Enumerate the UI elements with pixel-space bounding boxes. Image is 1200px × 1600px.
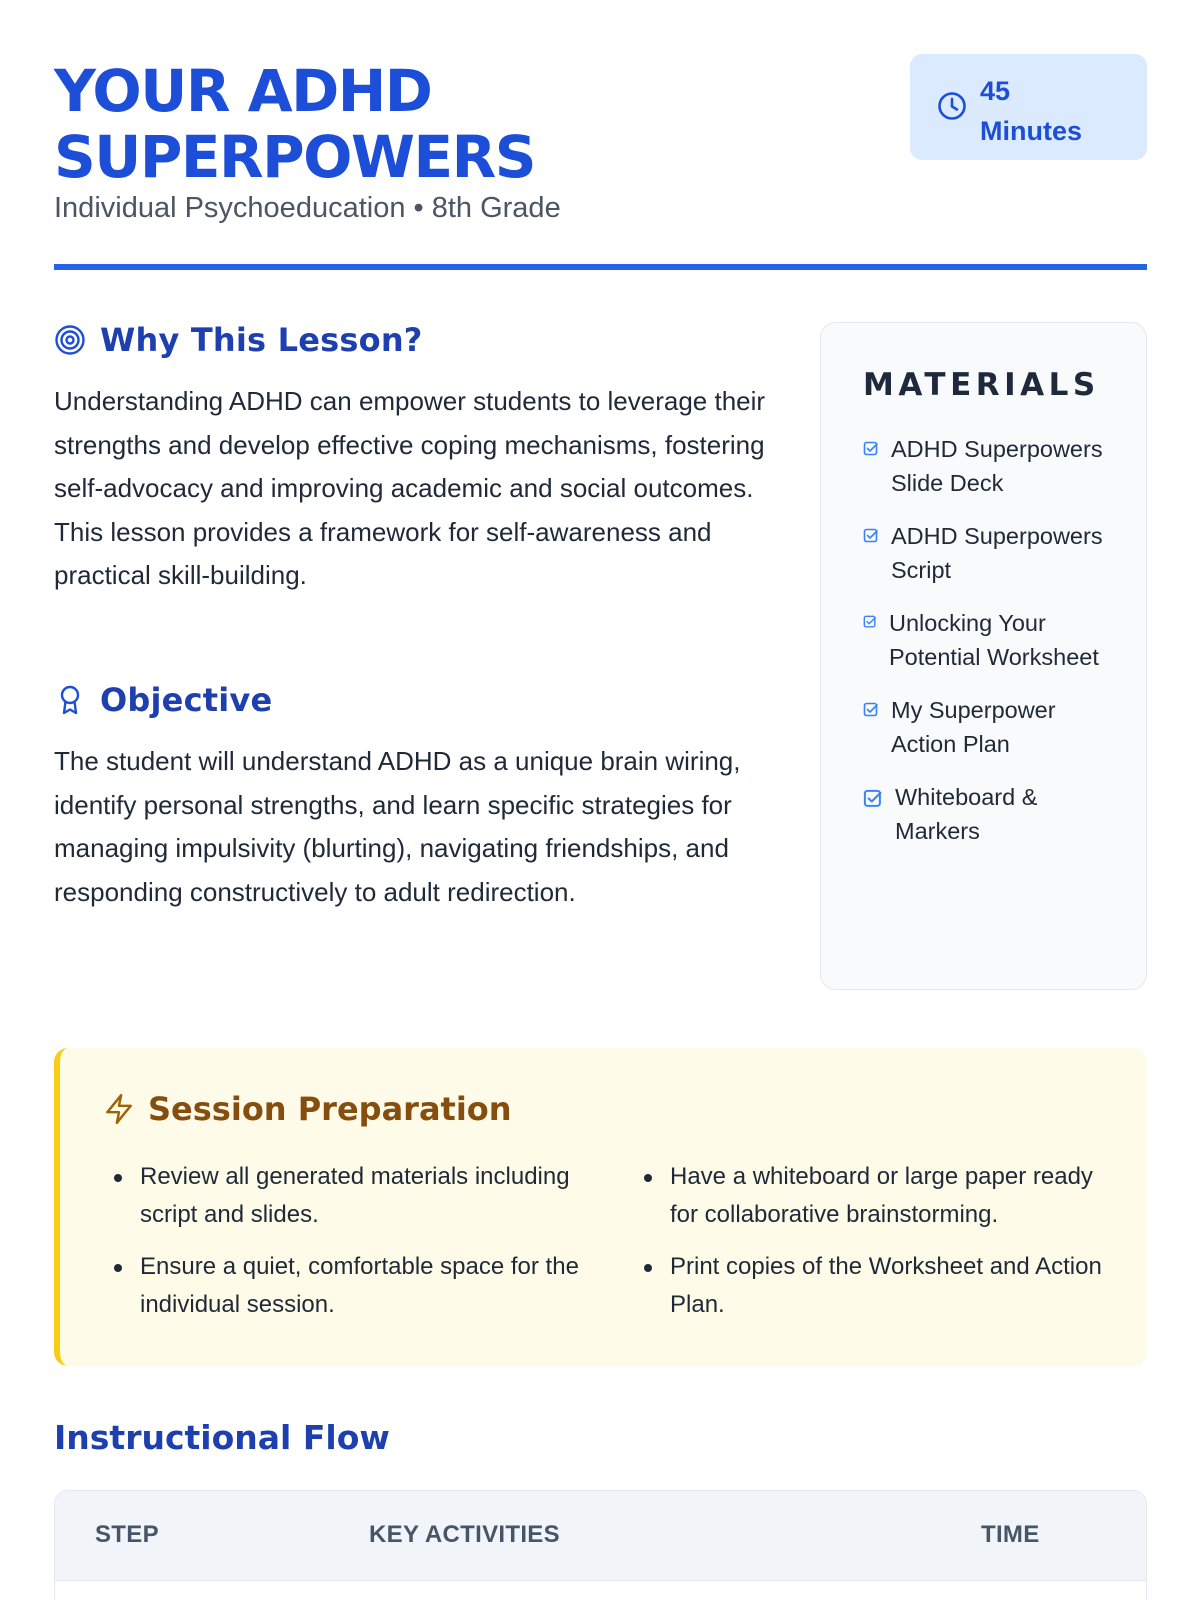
materials-item bbox=[863, 607, 1123, 674]
materials-item-label: My Superpower Action Plan bbox=[891, 697, 1056, 757]
materials-item bbox=[863, 781, 1123, 848]
materials-item-label: ADHD Superpowers Script bbox=[891, 523, 1103, 583]
page-subtitle: Individual Psychoeducation • 8th Grade bbox=[54, 192, 561, 224]
clock-icon bbox=[936, 90, 968, 122]
column-header-activities: KEY ACTIVITIES bbox=[369, 1521, 560, 1548]
materials-item-label: Unlocking Your Potential Worksheet bbox=[889, 610, 1099, 670]
prep-heading: Session Preparation bbox=[148, 1090, 512, 1128]
materials-heading: MATERIALS bbox=[863, 367, 1100, 403]
column-header-step: STEP bbox=[95, 1521, 159, 1548]
prep-list-left bbox=[110, 1158, 590, 1338]
checkbox-icon bbox=[863, 615, 877, 629]
checkbox-icon bbox=[863, 789, 883, 809]
lesson-overview bbox=[54, 318, 774, 907]
lightning-icon bbox=[102, 1092, 136, 1126]
lesson-plan-page bbox=[54, 0, 1147, 1548]
title-line-1: YOUR ADHD bbox=[54, 57, 432, 125]
checkbox-icon bbox=[863, 528, 879, 544]
materials-item-label: ADHD Superpowers Slide Deck bbox=[891, 436, 1103, 496]
page-title bbox=[54, 58, 535, 190]
objective-heading-row bbox=[54, 678, 272, 722]
flow-table bbox=[54, 1490, 1147, 1600]
prep-heading-row bbox=[102, 1090, 512, 1128]
materials-item bbox=[863, 694, 1123, 761]
materials-item bbox=[863, 520, 1123, 587]
prep-item: Review all generated materials including script and slides. bbox=[110, 1158, 590, 1234]
duration-value: 45 bbox=[980, 76, 1011, 106]
prep-item: Print copies of the Worksheet and Action Plan. bbox=[640, 1248, 1120, 1324]
session-preparation bbox=[54, 1048, 1147, 1366]
objective-text: The student will understand ADHD as a unique brain wiring, identify personal strengths, and learn specific strategies for managing impulsivity (blurting), navigating friendships, and responding constructively to adult redirection. bbox=[54, 746, 741, 907]
target-icon bbox=[54, 324, 86, 356]
materials-list bbox=[863, 433, 1123, 868]
duration-badge bbox=[910, 54, 1147, 160]
materials-item bbox=[863, 433, 1123, 500]
award-icon bbox=[54, 684, 86, 716]
prep-list-right bbox=[640, 1158, 1120, 1338]
materials-item-label: Whiteboard & Markers bbox=[895, 784, 1038, 844]
checkbox-icon bbox=[863, 441, 879, 457]
objective-heading: Objective bbox=[100, 681, 273, 719]
why-text: Understanding ADHD can empower students to leverage their strengths and develop effective coping mechanisms, fostering self-advocacy and improving academic and social outcomes. This lesson provides a framework for self-awareness and practical skill-building. bbox=[54, 386, 766, 590]
flow-heading: Instructional Flow bbox=[54, 1418, 390, 1457]
prep-item: Ensure a quiet, comfortable space for the individual session. bbox=[110, 1248, 590, 1324]
checkbox-icon bbox=[863, 702, 879, 718]
title-line-2: SUPERPOWERS bbox=[54, 123, 536, 191]
prep-item: Have a whiteboard or large paper ready for collaborative brainstorming. bbox=[640, 1158, 1120, 1234]
duration-text bbox=[980, 71, 1082, 151]
materials-card bbox=[820, 322, 1147, 990]
duration-unit: Minutes bbox=[980, 116, 1083, 146]
page-header bbox=[54, 0, 1147, 270]
why-heading-row bbox=[54, 318, 774, 362]
column-header-time: TIME bbox=[981, 1521, 1040, 1548]
flow-table-header bbox=[55, 1491, 1146, 1581]
why-heading: Why This Lesson? bbox=[100, 321, 423, 359]
